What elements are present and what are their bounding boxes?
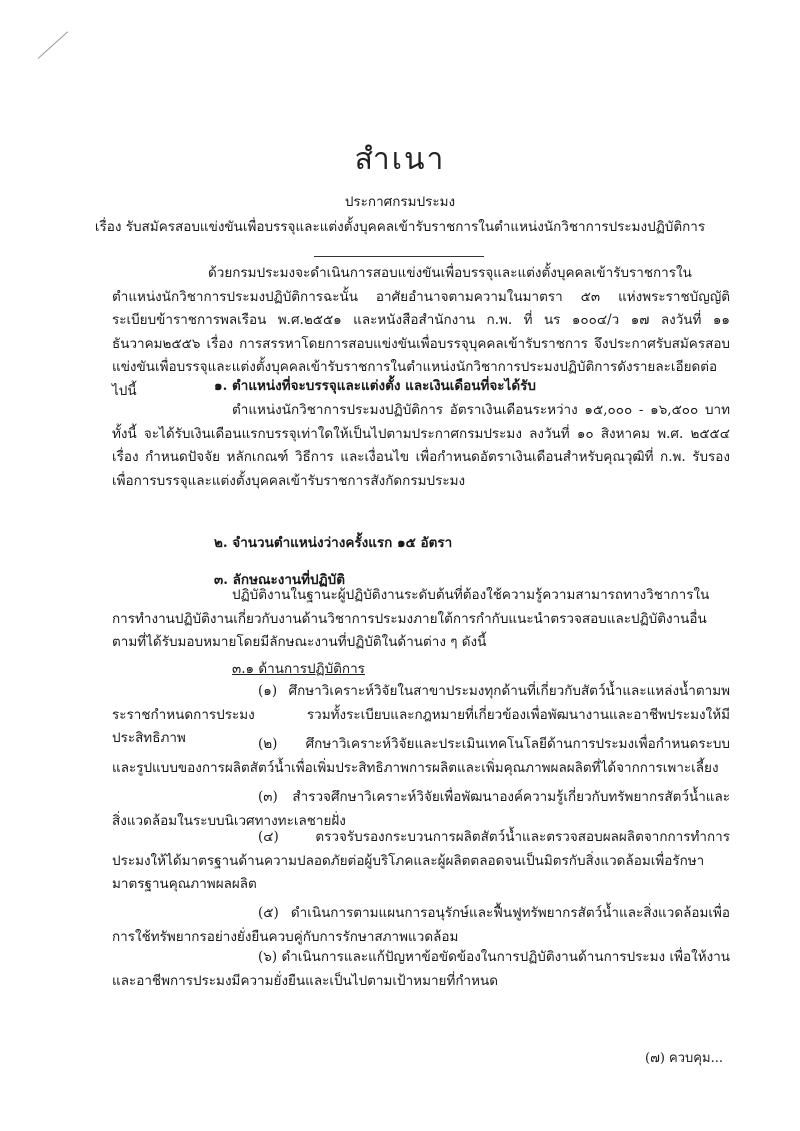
list-item: (๓) สำรวจศึกษาวิเคราะห์วิจัยเพื่อพัฒนาองค์ความรู้เกี่ยวกับทรัพยากรสัตว์น้ำและสิ่งแวดล้อมในระบบนิเวศทางทะเลชายฝั่ง: [112, 789, 730, 829]
continuation-note: (๗) ควบคุม...: [645, 1051, 723, 1066]
announcement-title: ประกาศกรมประมง: [344, 194, 456, 210]
section3-body: ปฏิบัติงานในฐานะผู้ปฏิบัติงานระดับต้นที่ต้องใช้ความรู้ความสามารถทางวิชาการในการทำงานปฏิบัติงานเกี่ยวกับงานด้านวิชาการประมงภายใต้การกำกับแนะนำตรวจสอบและปฏิบัติงานอื่นตามที่ได้รับมอบหมายโดยมีลักษณะงานที่ปฏิบัติในด้านต่าง ๆ ดังนี้: [112, 587, 710, 650]
list-item: (๔) ตรวจรับรองกระบวนการผลิตสัตว์น้ำและตรวจสอบผลผลิตจากการทำการประมงให้ได้มาตรฐานด้านความปลอดภัยต่อผู้บริโภคและผู้ผลิตตลอดจนเป็นมิตรกับสิ่งแวดล้อมเพื่อรักษามาตรฐานคุณภาพผลผลิต: [112, 829, 730, 892]
list-item: (๒) ศึกษาวิเคราะห์วิจัยและประเมินเทคโนโลยีด้านการประมงเพื่อกำหนดระบบและรูปแบบของการผลิตสัตว์น้ำเพื่อเพิ่มประสิทธิภาพการผลิตและเพิ่มคุณภาพผลผลิตที่ได้จากการเพาะเลี้ยง: [112, 736, 730, 776]
divider: [314, 256, 484, 257]
subject-line: เรื่อง รับสมัครสอบแข่งขันเพื่อบรรจุและแต่งตั้งบุคคลเข้ารับราชการในตำแหน่งนักวิชาการประมงปฏิบัติการ: [94, 219, 706, 235]
section3-1-subheading: ๓.๑ ด้านการปฏิบัติการ: [232, 661, 365, 677]
section1-body: ตำแหน่งนักวิชาการประมงปฏิบัติการ อัตราเงินเดือนระหว่าง ๑๕,๐๐๐ - ๑๖,๕๐๐ บาท ทั้งนี้ จะได้รับเงินเดือนแรกบรรจุเท่าใดให้เป็นไปตามประกาศกรมประมง ลงวันที่ ๑๐ สิงหาคม พ.ศ. ๒๕๕๔ เรื่อง กำหนดปัจจัย หลักเกณฑ์ วิธีการ และเงื่อนไข เพื่อกำหนดอัตราเงินเดือนสำหรับคุณวุฒิที่ ก.พ. รับรองเพื่อการบรรจุและแต่งตั้งบุคคลเข้ารับราชการสังกัดกรมประมง: [112, 402, 730, 489]
list-item: (๖) ดำเนินการและแก้ปัญหาข้อขัดข้องในการปฏิบัติงานด้านการประมง เพื่อให้งานและอาชีพการประมงมีความยั่งยืนและเป็นไปตามเป้าหมายที่กำหนด: [112, 949, 730, 989]
intro-paragraph: ด้วยกรมประมงจะดำเนินการสอบแข่งขันเพื่อบรรจุและแต่งตั้งบุคคลเข้ารับราชการในตำแหน่งนักวิชาการประมงปฏิบัติการฉะนั้น อาศัยอำนาจตามความในมาตรา ๕๓ แห่งพระราชบัญญัติระเบียบข้าราชการพลเรือน พ.ศ.๒๕๕๑ และหนังสือสำนักงาน ก.พ. ที่ นร ๑๐๐๔/ว ๑๗ ลงวันที่ ๑๑ ธันวาคม๒๕๕๖ เรื่อง การสรรหาโดยการสอบแข่งขันเพื่อบรรจุบุคคลเข้ารับราชการ จึงประกาศรับสมัครสอบแข่งขันเพื่อบรรจุและแต่งตั้งบุคคลเข้ารับราชการในตำแหน่งนักวิชาการประมงปฏิบัติการดังรายละเอียดต่อไปนี้: [112, 265, 730, 399]
section2-heading: ๒. จำนวนตำแหน่งว่างครั้งแรก ๑๕ อัตรา: [214, 535, 453, 551]
section1-heading: ๑. ตำแหน่งที่จะบรรจุและแต่งตั้ง และเงินเดือนที่จะได้รับ: [214, 378, 536, 394]
copy-stamp: สำเนา: [354, 142, 446, 177]
section3-heading: ๓. ลักษณะงานที่ปฏิบัติ: [214, 572, 346, 588]
pen-mark: [38, 31, 68, 59]
list-item: (๑) ศึกษาวิเคราะห์วิจัยในสาขาประมงทุกด้านที่เกี่ยวกับสัตว์น้ำและแหล่งน้ำตามพระราชกำหนดการประมง รวมทั้งระเบียบและกฎหมายที่เกี่ยวข้องเพื่อพัฒนางานและอาชีพประมงให้มีประสิทธิภาพ: [112, 683, 730, 746]
list-item: (๕) ดำเนินการตามแผนการอนุรักษ์และฟื้นฟูทรัพยากรสัตว์น้ำและสิ่งแวดล้อมเพื่อการใช้ทรัพยากรอย่างยั่งยืนควบคู่กับการรักษาสภาพแวดล้อม: [112, 905, 730, 945]
